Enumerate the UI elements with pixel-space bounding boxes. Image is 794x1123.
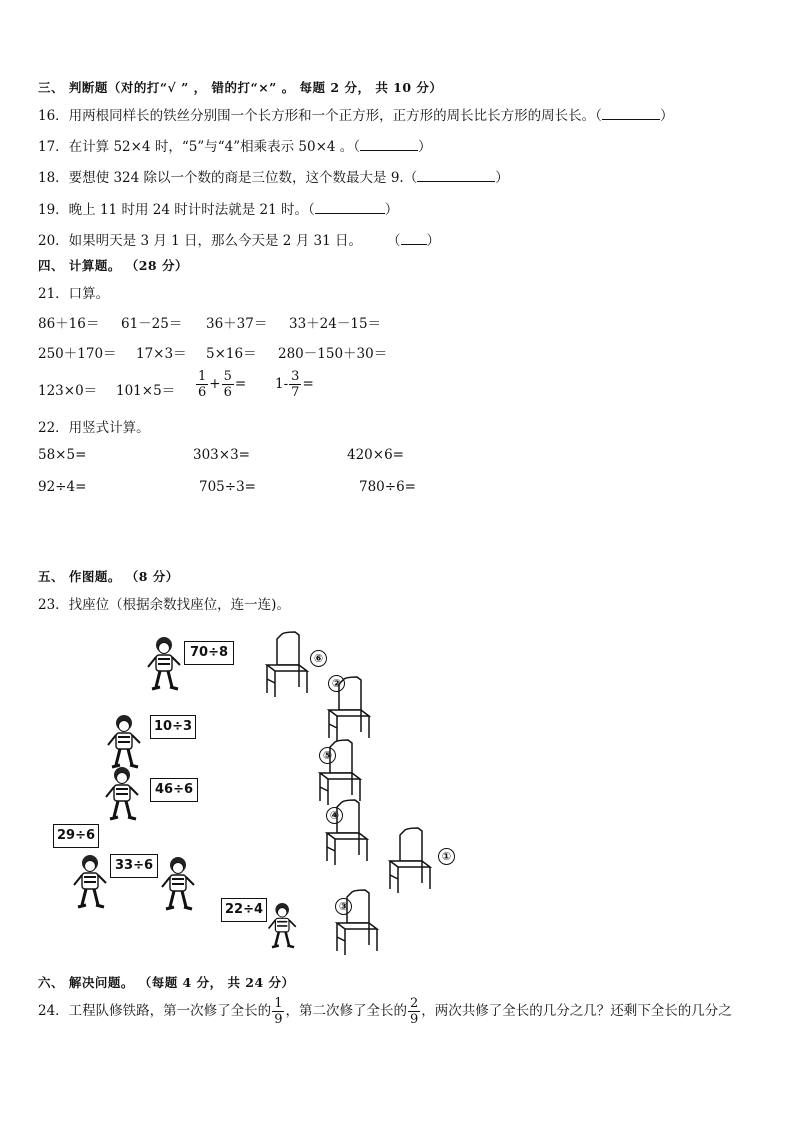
seat-number-6[interactable]: ⑥ (310, 650, 327, 667)
child-figure (269, 903, 296, 947)
question-20-answer (387, 229, 440, 249)
child-figure (74, 855, 106, 907)
fraction-5-6: $\frac{5}{6}$ (223, 369, 232, 400)
chair-icon (390, 828, 430, 893)
question-20-text: 20．如果明天是 3 月 1 日，那么今天是 2 月 31 日。 (38, 233, 362, 249)
close-paren: ） (495, 170, 509, 186)
division-bubble-33-6[interactable]: 33÷6 (110, 854, 158, 878)
vertical-calc-2-2: 705÷3= (199, 479, 256, 495)
vertical-calc-2-3: 780÷6= (359, 479, 416, 495)
question-17-text: 17．在计算 52×4 时，“5”与“4”相乘表示 50×4 。（ (38, 139, 361, 155)
close-paren: ） (384, 202, 399, 218)
question-24-text-c: ，两次共修了全长的几分之几？还剩下全长的几分之 (421, 1003, 732, 1019)
oral-calc-2-2: 17×3＝ (136, 346, 187, 362)
vertical-calc-2-1: 92÷4= (38, 479, 87, 495)
oral-calc-3-2: 101×5＝ (116, 383, 176, 399)
chair-icon (267, 632, 307, 697)
seat-number-4[interactable]: ④ (326, 807, 343, 824)
oral-calc-1-4: 33＋24－15＝ (289, 316, 382, 332)
close-paren: ） (418, 139, 432, 155)
one-minus: 1- (275, 376, 289, 392)
question-16 (38, 104, 673, 124)
fraction-diff-expression (275, 369, 314, 400)
section4-title: 四、 计算题。 （28 分） (38, 258, 188, 273)
fraction-1-6: $\frac{1}{6}$ (198, 369, 207, 400)
close-paren: ） (659, 108, 674, 124)
answer-blank-16[interactable] (602, 107, 660, 120)
division-bubble-46-6[interactable]: 46÷6 (150, 778, 198, 802)
close-paren: ） (426, 233, 440, 249)
oral-calc-2-4: 280－150＋30＝ (278, 346, 388, 362)
vertical-calc-1-3: 420×6= (347, 447, 404, 463)
question-19 (38, 198, 398, 218)
oral-calc-1-3: 36＋37＝ (206, 316, 268, 332)
section6-title: 六、 解决问题。 （每题 4 分， 共 24 分） (38, 975, 295, 990)
answer-blank-20[interactable] (401, 232, 427, 245)
plus-sign: + (209, 376, 221, 392)
division-bubble-70-8[interactable]: 70÷8 (184, 641, 234, 665)
equals-sign: = (302, 376, 314, 392)
oral-calc-2-1: 250＋170＝ (38, 346, 117, 362)
question-24 (38, 996, 732, 1027)
oral-calc-1-1: 86＋16＝ (38, 316, 100, 332)
child-figure (162, 857, 194, 909)
section3-title: 三、 判断题（对的打“√ ” ， 错的打“×” 。 每题 2 分， 共 10 分） (38, 80, 443, 95)
fraction-1-9: $\frac{1}{9}$ (274, 996, 283, 1027)
open-paren: （ (387, 233, 401, 249)
seat-number-3[interactable]: ③ (335, 898, 352, 915)
question-18-text: 18．要想使 324 除以一个数的商是三位数，这个数最大是 9.（ (38, 170, 418, 186)
question-18 (38, 166, 509, 186)
seat-number-2[interactable]: ② (328, 675, 345, 692)
oral-calc-2-3: 5×16＝ (206, 346, 257, 362)
division-bubble-29-6[interactable]: 29÷6 (53, 824, 99, 848)
question-24-text-a: 24．工程队修铁路，第一次修了全长的 (38, 1003, 272, 1019)
fraction-3-7: $\frac{3}{7}$ (291, 369, 300, 400)
division-bubble-22-4[interactable]: 22÷4 (221, 898, 267, 922)
answer-blank-19[interactable] (315, 201, 385, 214)
question-24-text-b: ，第二次修了全长的 (285, 1003, 407, 1019)
answer-blank-17[interactable] (360, 138, 418, 151)
seat-number-5[interactable]: ⑤ (319, 747, 336, 764)
division-bubble-10-3[interactable]: 10÷3 (150, 715, 196, 739)
question-17 (38, 135, 432, 155)
fraction-sum-expression (195, 369, 246, 400)
oral-calc-3-1: 123×0＝ (38, 383, 98, 399)
answer-blank-18[interactable] (417, 169, 495, 182)
question-20 (38, 229, 362, 249)
fraction-2-9: $\frac{2}{9}$ (409, 996, 419, 1027)
child-figure (106, 767, 138, 819)
question-23: 23．找座位（根据余数找座位，连一连)。 (38, 597, 290, 613)
seat-matching-illustration (40, 625, 470, 955)
question-16-text: 16．用两根同样长的铁丝分别围一个长方形和一个正方形，正方形的周长比长方形的周长长。（ (38, 108, 602, 124)
question-19-text: 19．晚上 11 时用 24 时计时法就是 21 时。（ (38, 202, 315, 218)
vertical-calc-1-2: 303×3= (193, 447, 250, 463)
child-figure (148, 637, 180, 689)
vertical-calc-1-1: 58×5= (38, 447, 87, 463)
question-21: 21．口算。 (38, 286, 110, 302)
section5-title: 五、 作图题。 （8 分） (38, 569, 179, 584)
equals-sign: = (234, 376, 247, 392)
child-figure (108, 715, 140, 767)
question-22: 22．用竖式计算。 (38, 420, 150, 436)
seat-number-1[interactable]: ① (438, 848, 455, 865)
oral-calc-1-2: 61－25＝ (121, 316, 183, 332)
